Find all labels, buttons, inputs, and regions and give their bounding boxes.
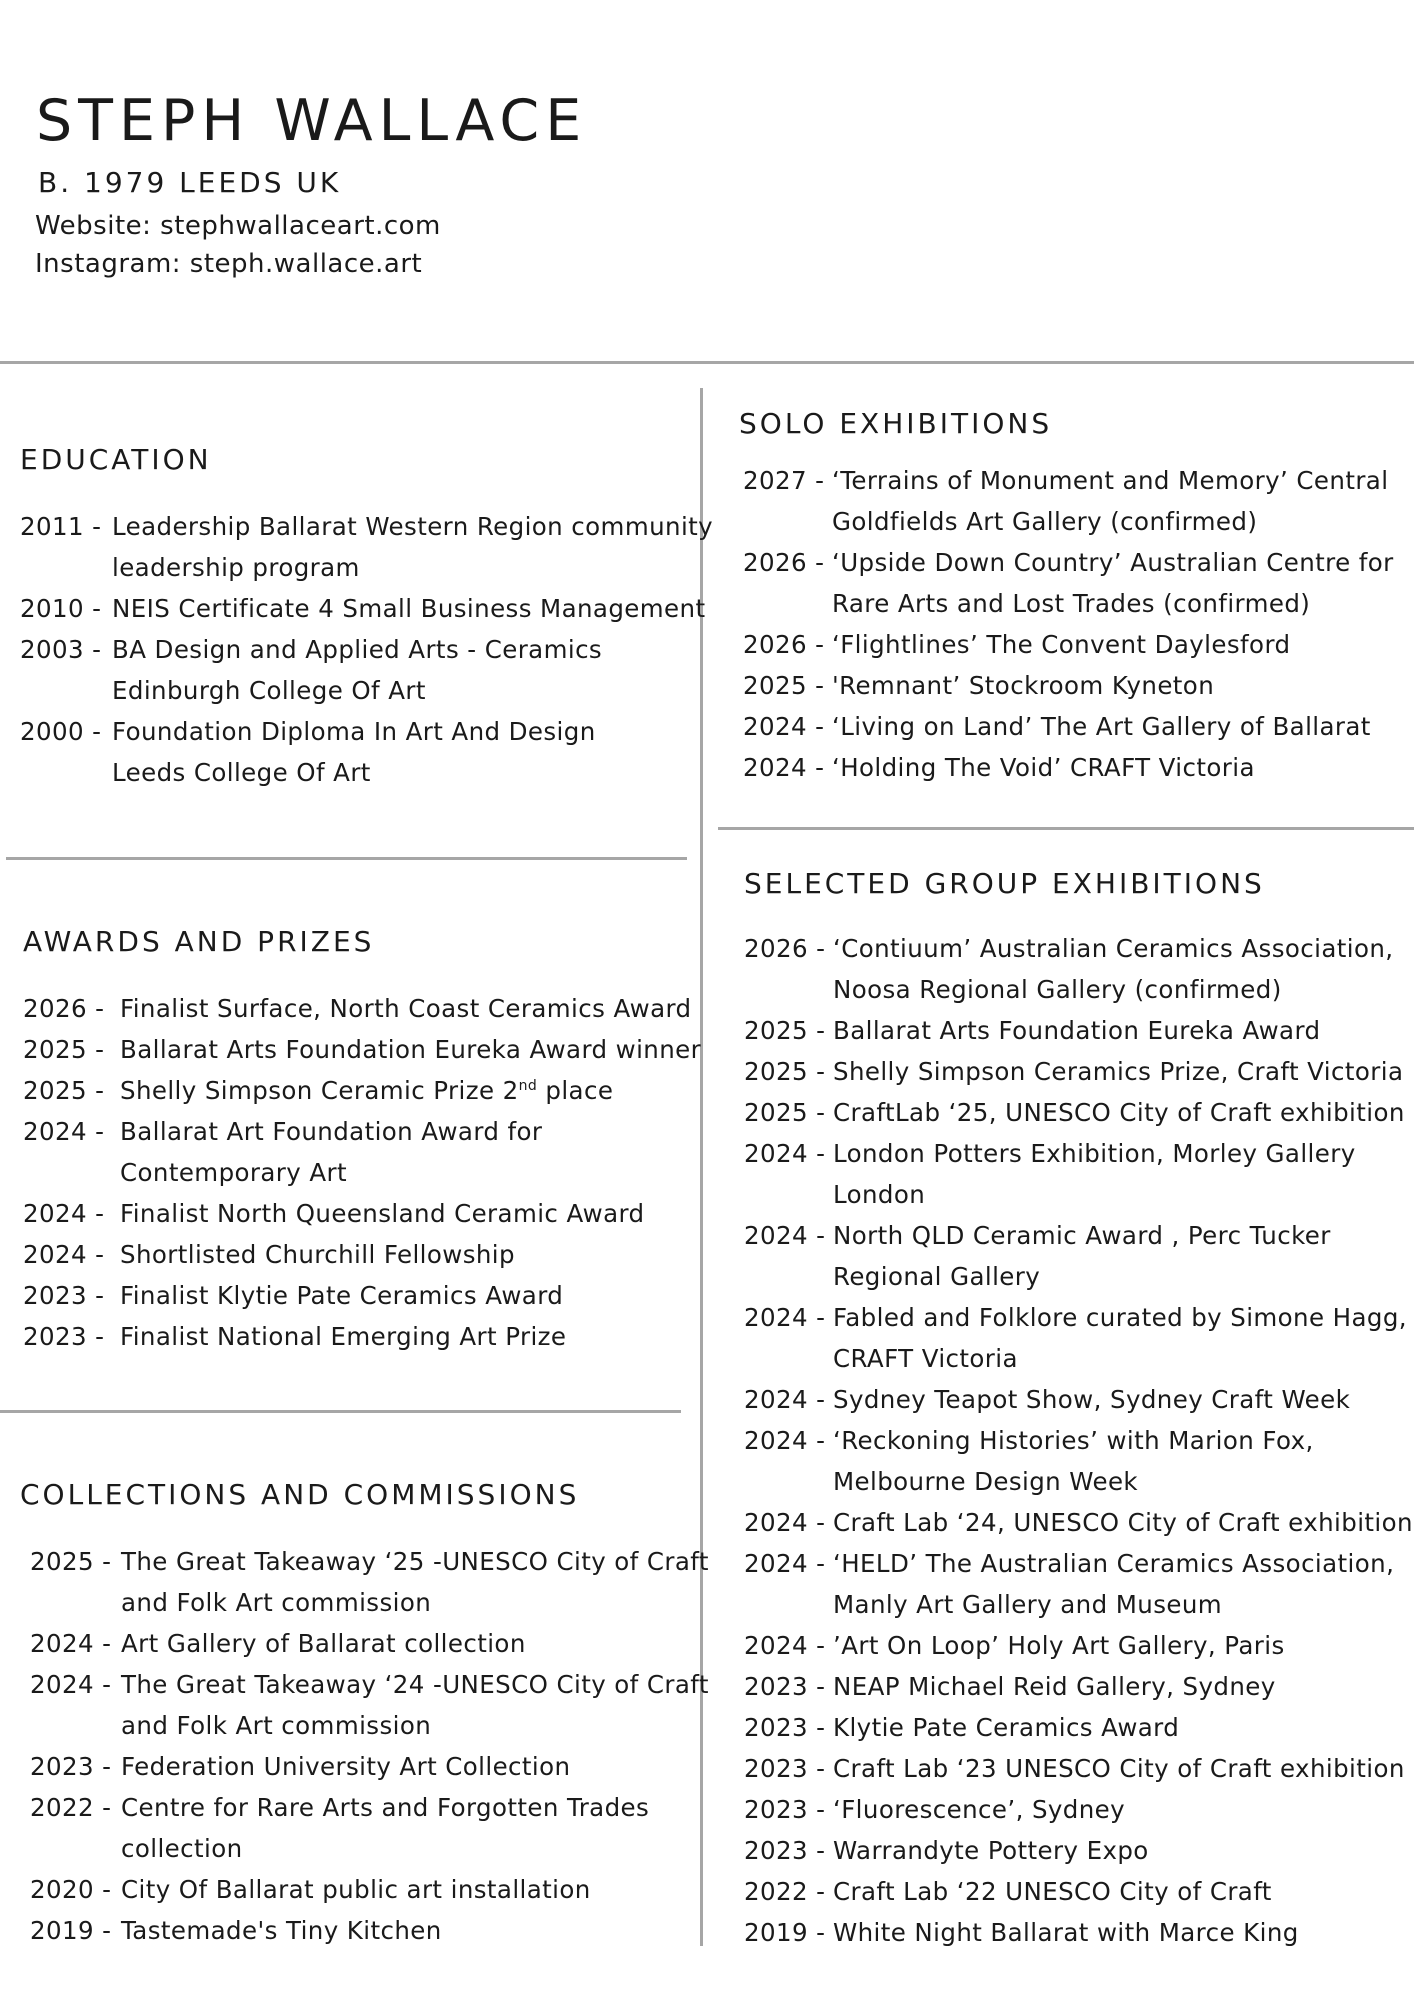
awards-entry (23, 1234, 701, 1275)
group-entry (744, 928, 1413, 1010)
entry-description (121, 1541, 709, 1623)
entry-description (833, 1010, 1320, 1051)
entry-line: Foundation Diploma In Art And Design (112, 717, 596, 746)
entry-description (833, 1297, 1407, 1379)
entry-description (120, 1275, 563, 1316)
entry-line: and Folk Art commission (121, 1588, 432, 1617)
entry-year: 2003 - (20, 635, 102, 664)
collections-entry (30, 1664, 709, 1746)
entry-year: 2000 - (20, 717, 102, 746)
group-entry (744, 1871, 1413, 1912)
website-line[interactable]: Website: stephwallaceart.com (35, 211, 441, 241)
entry-line: The Great Takeaway ‘25 -UNESCO City of Craft (121, 1547, 709, 1576)
entry-year: 2019 - (744, 1918, 826, 1947)
solo-entry (743, 706, 1394, 747)
entry-year: 2024 - (30, 1670, 112, 1699)
entry-description (121, 1787, 649, 1869)
entry-line: Sydney Teapot Show, Sydney Craft Week (833, 1385, 1351, 1414)
education-entry (20, 506, 713, 588)
entry-year: 2025 - (23, 1076, 105, 1105)
entry-line: Craft Lab ‘22 UNESCO City of Craft (833, 1877, 1272, 1906)
ordinal-suffix: nd (518, 1077, 538, 1094)
awards-entry (23, 1029, 701, 1070)
solo-section (739, 406, 1394, 782)
group-entry (744, 1297, 1413, 1379)
entry-year: 2024 - (744, 1549, 826, 1578)
education-entry (20, 588, 713, 629)
entry-line: leadership program (112, 553, 360, 582)
group-entry (744, 1215, 1413, 1297)
entry-description (120, 1234, 515, 1275)
entry-line: ‘Terrains of Monument and Memory’ Central (832, 466, 1389, 495)
entry-year: 2019 - (30, 1916, 112, 1945)
group-entry (744, 1502, 1413, 1543)
entry-description (112, 629, 602, 711)
entry-line: Leeds College Of Art (112, 758, 371, 787)
entry-description (112, 506, 713, 588)
entry-year: 2024 - (744, 1508, 826, 1537)
entry-line: ‘Reckoning Histories’ with Marion Fox, (833, 1426, 1314, 1455)
entry-year: 2026 - (743, 548, 825, 577)
entry-description (833, 928, 1393, 1010)
entry-line: City Of Ballarat public art installation (121, 1875, 591, 1904)
entry-line: Federation University Art Collection (121, 1752, 571, 1781)
collections-heading: COLLECTIONS AND COMMISSIONS (20, 1478, 580, 1511)
entry-line: ’Art On Loop’ Holy Art Gallery, Paris (833, 1631, 1285, 1660)
group-entry (744, 1133, 1413, 1215)
entry-line-text: Shelly Simpson Ceramic Prize 2 (120, 1076, 519, 1105)
entry-line: ‘Fluorescence’, Sydney (833, 1795, 1126, 1824)
entry-year: 2025 - (744, 1016, 826, 1045)
solo-list (743, 460, 1394, 788)
group-entry (744, 1912, 1413, 1953)
entry-description (833, 1871, 1272, 1912)
entry-description (833, 1789, 1125, 1830)
entry-year: 2025 - (744, 1057, 826, 1086)
entry-line: ‘Flightlines’ The Convent Daylesford (832, 630, 1291, 659)
entry-description (833, 1912, 1299, 1953)
entry-year: 2023 - (744, 1836, 826, 1865)
awards-section (23, 924, 702, 1351)
solo-entry (743, 542, 1394, 624)
entry-line: North QLD Ceramic Award , Perc Tucker (833, 1221, 1331, 1250)
education-section (20, 442, 714, 787)
entry-year: 2023 - (23, 1322, 105, 1351)
awards-entry (23, 1111, 701, 1193)
entry-description (121, 1746, 570, 1787)
entry-line: Goldfields Art Gallery (confirmed) (832, 507, 1258, 536)
collections-entry (30, 1623, 709, 1664)
collections-entry (30, 1746, 709, 1787)
entry-description (833, 1830, 1149, 1871)
entry-year: 2023 - (744, 1795, 826, 1824)
awards-entry (23, 988, 701, 1029)
entry-year: 2023 - (744, 1672, 826, 1701)
entry-year: 2025 - (30, 1547, 112, 1576)
entry-year: 2023 - (30, 1752, 112, 1781)
entry-line: White Night Ballarat with Marce King (833, 1918, 1299, 1947)
entry-year: 2020 - (30, 1875, 112, 1904)
awards-entry (23, 1275, 701, 1316)
entry-line: ‘Upside Down Country’ Australian Centre for (832, 548, 1394, 577)
entry-line: Craft Lab ‘24, UNESCO City of Craft exhibition (833, 1508, 1413, 1537)
entry-description (112, 588, 705, 629)
entry-description (120, 1193, 645, 1234)
entry-year: 2023 - (744, 1713, 826, 1742)
group-entry (744, 1543, 1413, 1625)
entry-line: Melbourne Design Week (833, 1467, 1139, 1496)
instagram-line[interactable]: Instagram: steph.wallace.art (35, 249, 423, 279)
collections-entry (30, 1541, 709, 1623)
entry-line: ‘Holding The Void’ CRAFT Victoria (832, 753, 1255, 782)
entry-line: BA Design and Applied Arts - Ceramics (112, 635, 603, 664)
entry-line: The Great Takeaway ‘24 -UNESCO City of Craft (121, 1670, 709, 1699)
entry-year: 2022 - (30, 1793, 112, 1822)
entry-description (832, 747, 1255, 788)
entry-line: Centre for Rare Arts and Forgotten Trades (121, 1793, 650, 1822)
entry-description (833, 1420, 1314, 1502)
entry-line: Warrandyte Pottery Expo (833, 1836, 1149, 1865)
entry-description (833, 1092, 1405, 1133)
entry-description (112, 711, 596, 793)
entry-description (833, 1379, 1350, 1420)
entry-year: 2024 - (30, 1629, 112, 1658)
entry-description (120, 1070, 613, 1111)
entry-description (833, 1707, 1179, 1748)
entry-line: Fabled and Folklore curated by Simone Hagg, (833, 1303, 1407, 1332)
entry-line: Finalist North Queensland Ceramic Award (120, 1199, 645, 1228)
entry-description (120, 1029, 701, 1070)
entry-description (833, 1051, 1403, 1092)
entry-year: 2026 - (23, 994, 105, 1023)
awards-entry (23, 1193, 701, 1234)
entry-line: Manly Art Gallery and Museum (833, 1590, 1223, 1619)
entry-year: 2026 - (743, 630, 825, 659)
entry-line: Rare Arts and Lost Trades (confirmed) (832, 589, 1311, 618)
group-entry (744, 1666, 1413, 1707)
awards-entry (23, 1070, 701, 1111)
header-divider (0, 361, 1414, 364)
entry-year: 2024 - (744, 1221, 826, 1250)
entry-line: Leadership Ballarat Western Region community (112, 512, 714, 541)
entry-description (121, 1910, 442, 1951)
group-entry (744, 1707, 1413, 1748)
solo-entry (743, 747, 1394, 788)
entry-year: 2024 - (744, 1385, 826, 1414)
collections-entry (30, 1910, 709, 1951)
collections-entry (30, 1869, 709, 1910)
group-entry (744, 1051, 1413, 1092)
entry-description (833, 1625, 1285, 1666)
entry-year: 2024 - (23, 1240, 105, 1269)
awards-list (23, 988, 701, 1357)
entry-year: 2024 - (23, 1117, 105, 1146)
group-entry (744, 1379, 1413, 1420)
entry-description (832, 665, 1214, 706)
entry-description (832, 624, 1290, 665)
entry-year: 2022 - (744, 1877, 826, 1906)
entry-line: Ballarat Arts Foundation Eureka Award (833, 1016, 1321, 1045)
entry-year: 2025 - (743, 671, 825, 700)
solo-entry (743, 460, 1394, 542)
artist-name: STEPH WALLACE (36, 88, 588, 154)
entry-description (121, 1664, 709, 1746)
entry-line-tail: place (537, 1076, 614, 1105)
entry-year: 2024 - (744, 1139, 826, 1168)
entry-line: London (833, 1180, 926, 1209)
entry-line: Finalist Klytie Pate Ceramics Award (120, 1281, 564, 1310)
education-divider (6, 857, 687, 860)
entry-line: collection (121, 1834, 243, 1863)
entry-line: Craft Lab ‘23 UNESCO City of Craft exhibition (833, 1754, 1405, 1783)
group-entry (744, 1748, 1413, 1789)
entry-year: 2025 - (744, 1098, 826, 1127)
group-section (744, 866, 1413, 1947)
entry-year: 2023 - (23, 1281, 105, 1310)
entry-year: 2024 - (743, 753, 825, 782)
group-entry (744, 1092, 1413, 1133)
group-entry (744, 1010, 1413, 1051)
entry-year: 2026 - (744, 934, 826, 963)
entry-description (120, 1316, 566, 1357)
solo-divider (718, 827, 1414, 830)
entry-year: 2024 - (743, 712, 825, 741)
entry-description (833, 1543, 1394, 1625)
entry-year: 2024 - (744, 1303, 826, 1332)
entry-line: Regional Gallery (833, 1262, 1041, 1291)
entry-year: 2024 - (23, 1199, 105, 1228)
entry-line: Klytie Pate Ceramics Award (833, 1713, 1180, 1742)
entry-line: NEAP Michael Reid Gallery, Sydney (833, 1672, 1276, 1701)
entry-line: Art Gallery of Ballarat collection (121, 1629, 526, 1658)
entry-description (833, 1748, 1405, 1789)
education-heading: EDUCATION (20, 443, 212, 476)
awards-divider (0, 1410, 681, 1413)
entry-line: Finalist National Emerging Art Prize (120, 1322, 567, 1351)
collections-section (20, 1477, 709, 1945)
entry-year: 2025 - (23, 1035, 105, 1064)
entry-line: ‘Contiuum’ Australian Ceramics Association, (833, 934, 1394, 963)
entry-description (832, 542, 1394, 624)
entry-line: CRAFT Victoria (833, 1344, 1018, 1373)
entry-year: 2023 - (744, 1754, 826, 1783)
entry-line: Finalist Surface, North Coast Ceramics Award (120, 994, 692, 1023)
group-entry (744, 1420, 1413, 1502)
entry-description (832, 460, 1388, 542)
entry-line: ‘HELD’ The Australian Ceramics Association, (833, 1549, 1395, 1578)
group-heading: SELECTED GROUP EXHIBITIONS (744, 867, 1265, 900)
entry-line: Ballarat Arts Foundation Eureka Award winner (120, 1035, 702, 1064)
entry-line: Shortlisted Churchill Fellowship (120, 1240, 515, 1269)
education-list (20, 506, 713, 793)
entry-description (833, 1215, 1331, 1297)
solo-heading: SOLO EXHIBITIONS (739, 407, 1053, 440)
entry-line: ‘Living on Land’ The Art Gallery of Ballarat (832, 712, 1371, 741)
entry-line: CraftLab ‘25, UNESCO City of Craft exhibition (833, 1098, 1405, 1127)
education-entry (20, 711, 713, 793)
entry-line: NEIS Certificate 4 Small Business Management (112, 594, 706, 623)
entry-year: 2027 - (743, 466, 825, 495)
entry-description (832, 706, 1371, 747)
entry-line: Contemporary Art (120, 1158, 347, 1187)
entry-line: Shelly Simpson Ceramics Prize, Craft Victoria (833, 1057, 1404, 1086)
group-entry (744, 1625, 1413, 1666)
entry-line: Tastemade's Tiny Kitchen (121, 1916, 442, 1945)
entry-line: 'Remnant’ Stockroom Kyneton (832, 671, 1215, 700)
entry-line: Ballarat Art Foundation Award for (120, 1117, 543, 1146)
group-list (744, 928, 1413, 1953)
entry-line: London Potters Exhibition, Morley Gallery (833, 1139, 1356, 1168)
entry-line (120, 1070, 613, 1111)
entry-line: and Folk Art commission (121, 1711, 432, 1740)
education-entry (20, 629, 713, 711)
group-entry (744, 1789, 1413, 1830)
entry-line: Noosa Regional Gallery (confirmed) (833, 975, 1282, 1004)
entry-description (120, 1111, 542, 1193)
birth-info: B. 1979 LEEDS UK (38, 166, 342, 199)
collections-list (30, 1541, 709, 1951)
entry-description (121, 1869, 591, 1910)
entry-year: 2011 - (20, 512, 102, 541)
entry-year: 2010 - (20, 594, 102, 623)
entry-year: 2024 - (744, 1631, 826, 1660)
group-entry (744, 1830, 1413, 1871)
entry-description (120, 988, 692, 1029)
solo-entry (743, 665, 1394, 706)
awards-heading: AWARDS AND PRIZES (23, 925, 375, 958)
entry-description (121, 1623, 526, 1664)
solo-entry (743, 624, 1394, 665)
entry-description (833, 1133, 1356, 1215)
collections-entry (30, 1787, 709, 1869)
entry-description (833, 1666, 1276, 1707)
entry-year: 2024 - (744, 1426, 826, 1455)
entry-description (833, 1502, 1413, 1543)
entry-line: Edinburgh College Of Art (112, 676, 426, 705)
awards-entry (23, 1316, 701, 1357)
